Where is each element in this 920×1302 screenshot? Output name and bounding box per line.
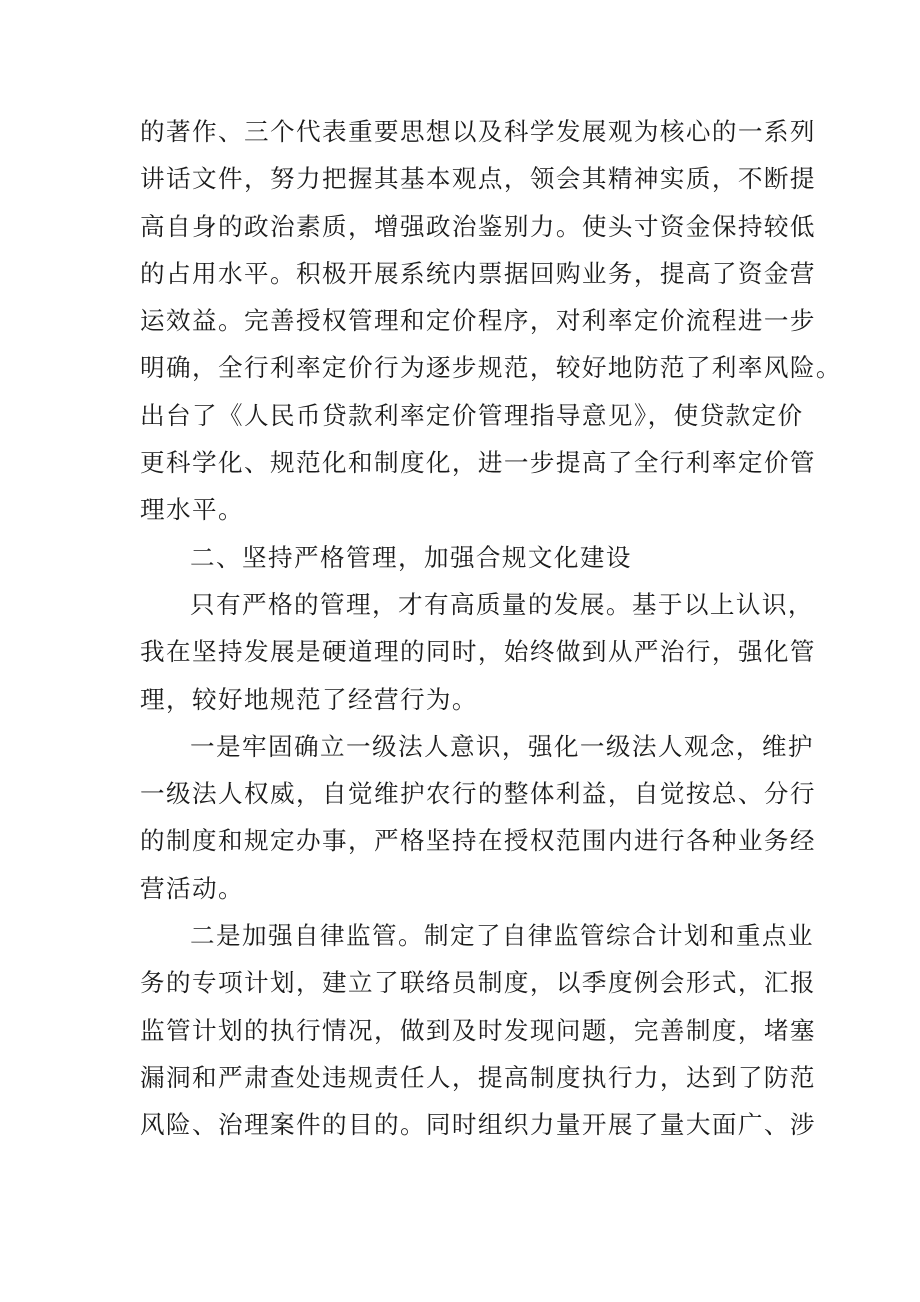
text-line: 二是加强自律监管。制定了自律监管综合计划和重点业 (190, 921, 814, 951)
text-line: 一是牢固确立一级法人意识，强化一级法人观念，维护 (190, 731, 814, 761)
text-line: 务的专项计划，建立了联络员制度，以季度例会形式，汇报 (140, 968, 816, 998)
text-line: 营活动。 (140, 873, 244, 903)
text-line: 理水平。 (140, 495, 244, 525)
text-line: 讲话文件，努力把握其基本观点，领会其精神实质，不断提 (140, 164, 816, 194)
text-line: 理，较好地规范了经营行为。 (140, 684, 478, 714)
document-body (140, 108, 842, 1149)
text-line: 二、坚持严格管理，加强合规文化建设 (190, 542, 632, 572)
text-line: 出台了《人民币贷款利率定价管理指导意见》，使贷款定价 (140, 400, 804, 430)
text-line: 一级法人权威，自觉维护农行的整体利益，自觉按总、分行 (140, 779, 816, 809)
text-line: 的制度和规定办事，严格坚持在授权范围内进行各种业务经 (140, 826, 816, 856)
text-line: 明确，全行利率定价行为逐步规范，较好地防范了利率风险。 (140, 353, 842, 383)
text-line: 我在坚持发展是硬道理的同时，始终做到从严治行，强化管 (140, 637, 816, 667)
text-line: 风险、治理案件的目的。同时组织力量开展了量大面广、涉 (140, 1110, 816, 1140)
text-line: 运效益。完善授权管理和定价程序，对利率定价流程进一步 (140, 306, 816, 336)
text-line: 漏洞和严肃查处违规责任人，提高制度执行力，达到了防范 (140, 1062, 816, 1092)
text-line: 只有严格的管理，才有高质量的发展。基于以上认识， (190, 589, 814, 619)
text-line: 的著作、三个代表重要思想以及科学发展观为核心的一系列 (140, 117, 816, 146)
text-line: 高自身的政治素质，增强政治鉴别力。使头寸资金保持较低 (140, 211, 816, 241)
text-line: 监管计划的执行情况，做到及时发现问题，完善制度，堵塞 (140, 1015, 816, 1045)
text-line: 的占用水平。积极开展系统内票据回购业务，提高了资金营 (140, 258, 816, 288)
text-line: 更科学化、规范化和制度化，进一步提高了全行利率定价管 (140, 448, 816, 478)
